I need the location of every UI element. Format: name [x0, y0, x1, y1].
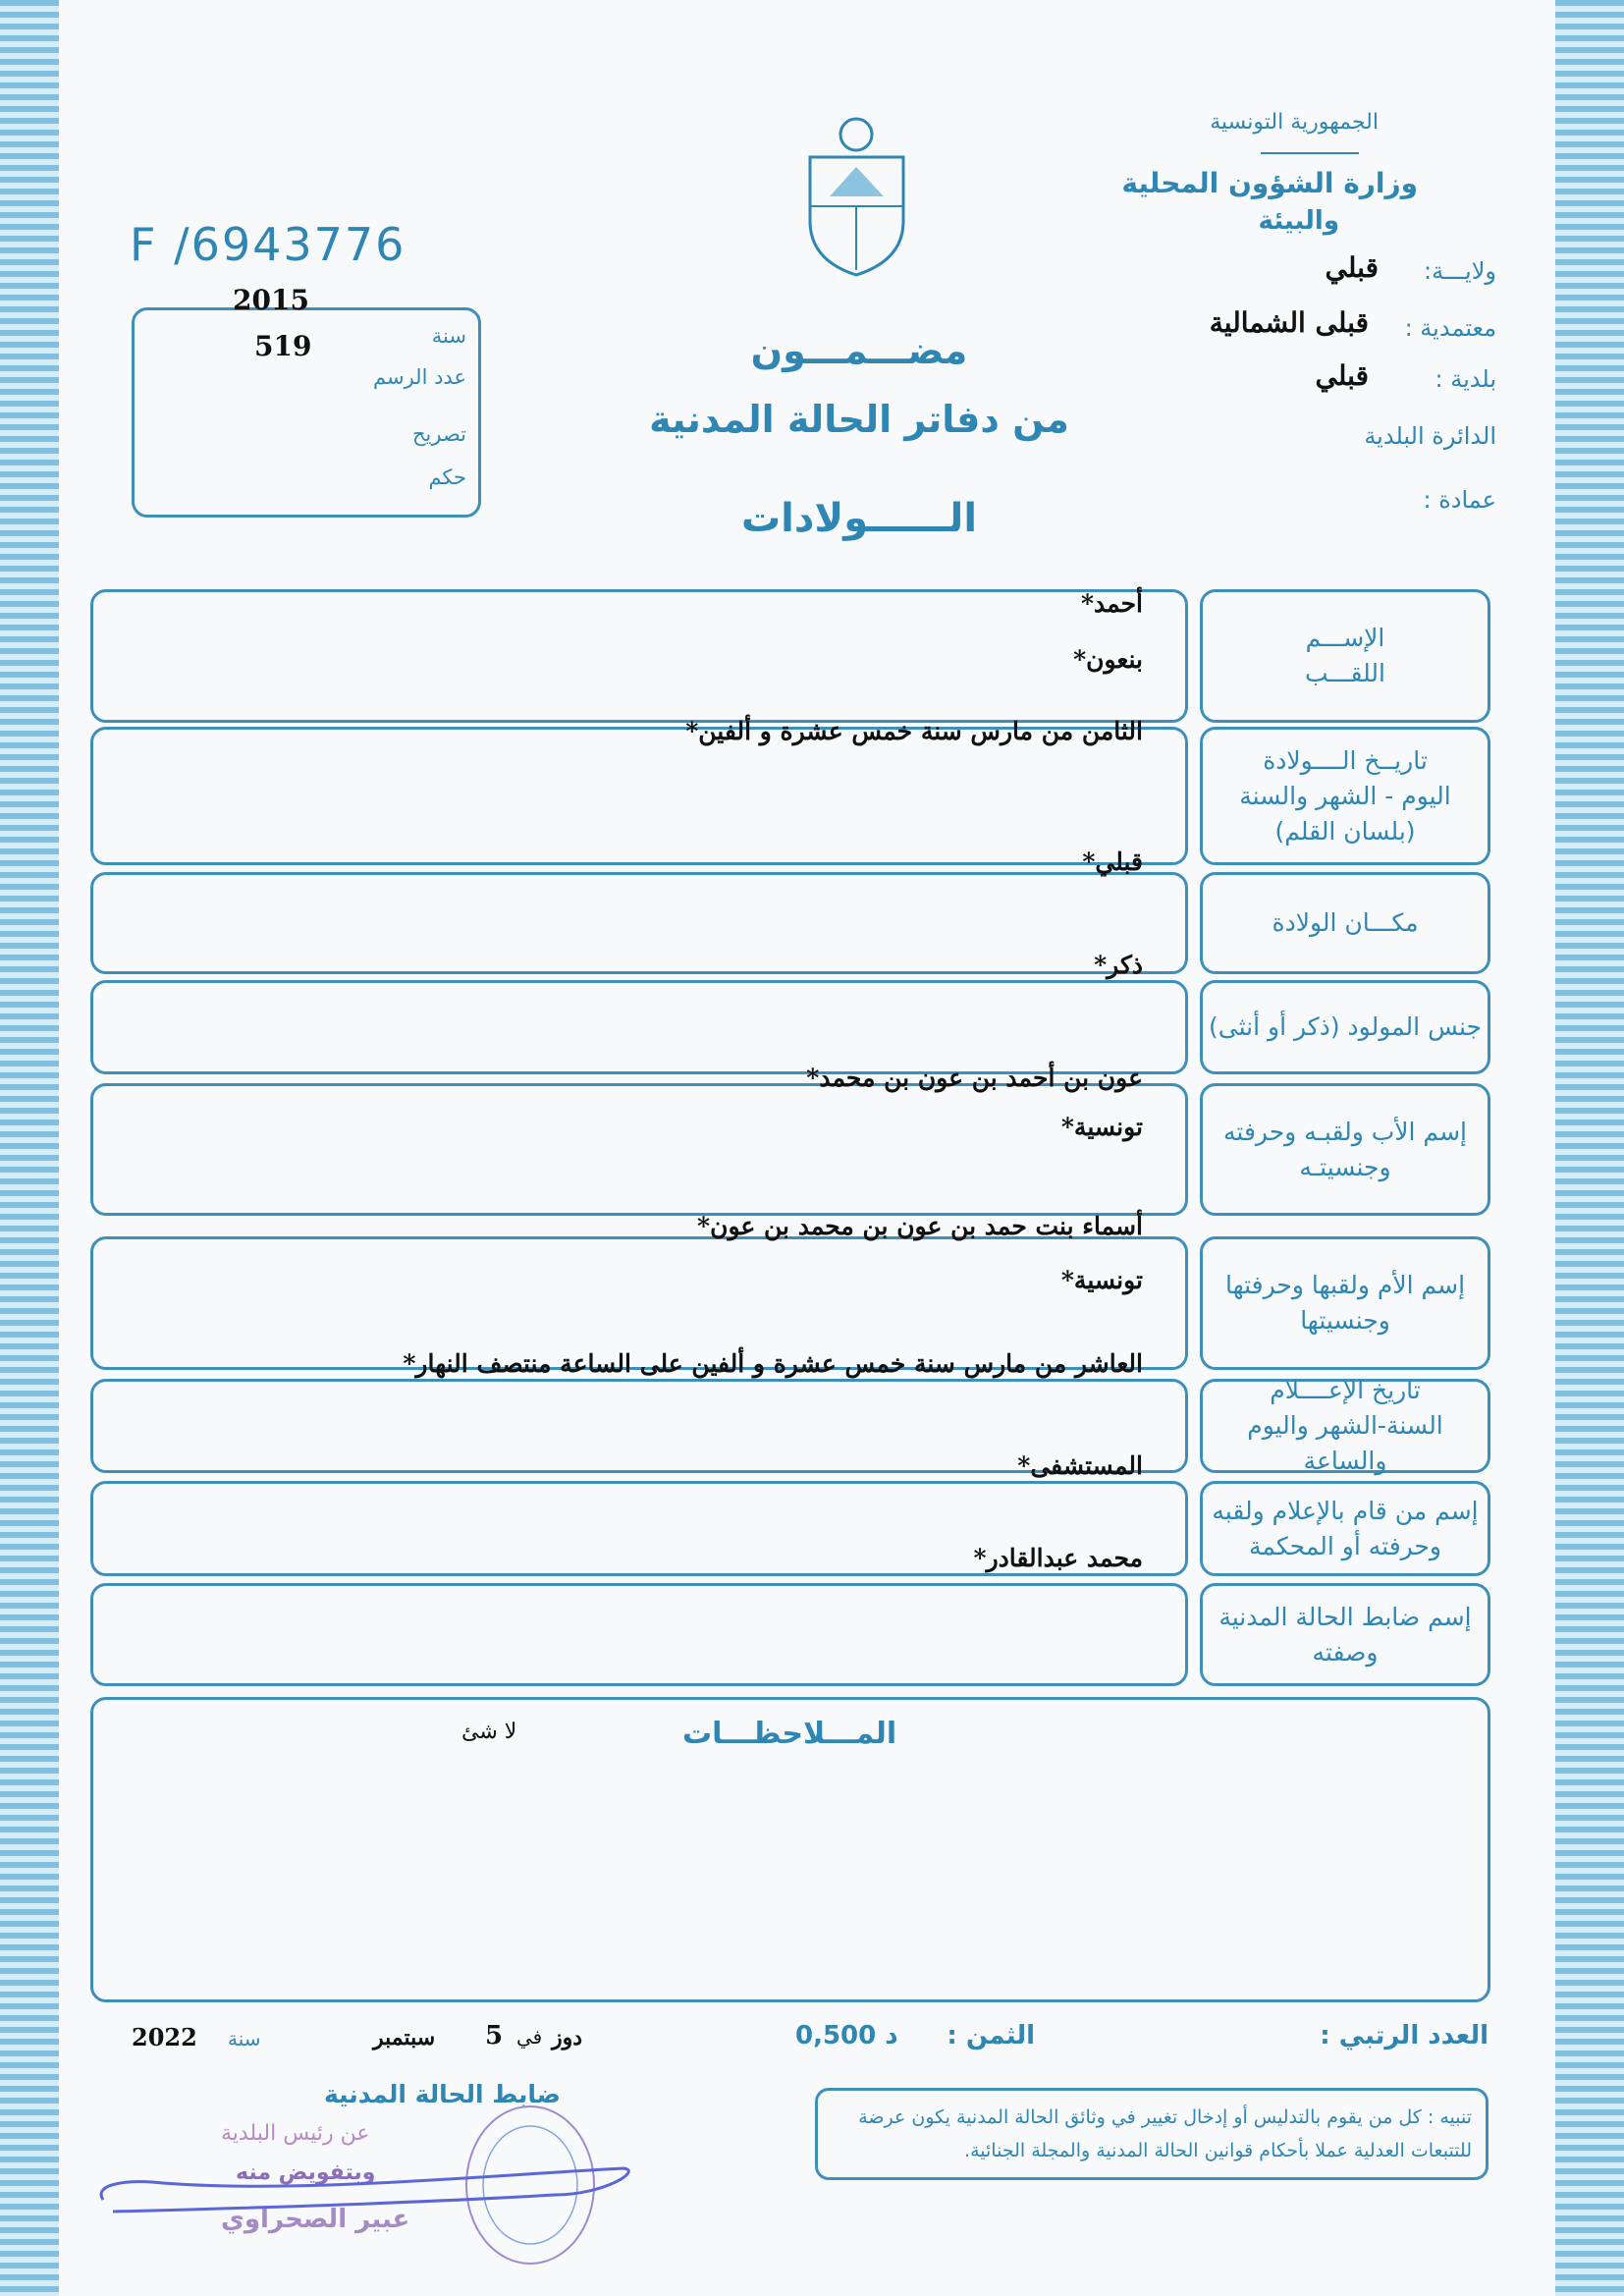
- issue-year: 2022: [132, 2023, 197, 2051]
- row-label: [1203, 730, 1488, 862]
- row-value: العاشر من مارس سنة خمس عشرة و ألفين على الساعة منتصف النهار*: [403, 1349, 1143, 1378]
- title-extract: مضـــمـــون: [750, 329, 968, 372]
- row-label-line: مكـــان الولادة: [1272, 908, 1419, 937]
- row-value-box: [90, 1083, 1188, 1216]
- record-number-value: 519: [254, 330, 312, 362]
- row-label-line: إسم الأب ولقبـه وحرفته: [1223, 1117, 1467, 1146]
- signature-name: عبير الصحراوي: [221, 2205, 410, 2234]
- row-label-line: الإســـم: [1305, 624, 1385, 652]
- governorate-value: قبلي: [1325, 251, 1379, 284]
- row-label-line: إسم ضابط الحالة المدنية: [1218, 1602, 1472, 1631]
- row-label: [1203, 592, 1488, 720]
- notice-box: [815, 2088, 1489, 2180]
- row-value-box: [90, 1583, 1188, 1686]
- row-value-box: [90, 872, 1188, 974]
- row-label-line: تاريــخ الــــولادة: [1263, 745, 1428, 775]
- section-title-births: الــــــولادات: [740, 496, 978, 541]
- row-label-box: [1200, 589, 1490, 723]
- row-label-line: (بلسان القلم): [1274, 816, 1416, 846]
- row-label: [1203, 875, 1488, 971]
- governorate-label: ولايـــة:: [1423, 257, 1496, 285]
- row-label-line: وجنسيتها: [1300, 1306, 1390, 1335]
- price-label: الثمن :: [947, 2021, 1035, 2050]
- row-label-line: تاريخ الإعــــلام: [1270, 1376, 1421, 1404]
- row-value: محمد عبدالقادر*: [973, 1544, 1143, 1572]
- row-label-line: وجنسيتـه: [1299, 1152, 1391, 1181]
- year-value: 2015: [233, 284, 309, 316]
- title-registers: من دفاتر الحالة المدنية: [649, 398, 1069, 441]
- remarks-box: [90, 1697, 1490, 2002]
- row-label: [1203, 1086, 1488, 1213]
- row-label: [1203, 983, 1488, 1071]
- declaration-label: تصريح: [411, 422, 466, 446]
- row-value-box: [90, 727, 1188, 865]
- signature-line-1: عن رئيس البلدية: [221, 2121, 370, 2146]
- row-label-line: اليوم - الشهر والسنة: [1239, 781, 1451, 810]
- issue-day: 5: [485, 2021, 504, 2050]
- municipal-district-label: الدائرة البلدية: [1364, 422, 1496, 450]
- year-label: سنة: [431, 324, 466, 348]
- row-label-box: [1200, 1236, 1490, 1370]
- tunisia-coat-of-arms-icon: [800, 113, 913, 280]
- row-label-box: [1200, 980, 1490, 1074]
- row-value: الثامن من مارس سنة خمس عشرة و ألفين*: [685, 717, 1143, 745]
- ministry-name-line2: والبيئة: [1258, 206, 1339, 236]
- security-border-right: [1555, 0, 1624, 2296]
- serial-number: F /6943776: [130, 218, 406, 271]
- row-label-box: [1200, 1083, 1490, 1216]
- record-number-label: عدد الرسم: [373, 365, 466, 389]
- serial-order-label: العدد الرتبي :: [1320, 2021, 1489, 2050]
- row-value: تونسية*: [1060, 1113, 1143, 1141]
- row-label-line: السنة-الشهر واليوم والساعة: [1247, 1411, 1443, 1475]
- row-value: ذكر*: [1094, 951, 1143, 979]
- row-value: تونسية*: [1060, 1266, 1143, 1294]
- row-label: [1203, 1586, 1488, 1683]
- row-value: قبلي*: [1082, 847, 1143, 876]
- row-value-box: [90, 589, 1188, 723]
- officer-title: ضابط الحالة المدنية: [324, 2080, 561, 2108]
- row-label-line: جنس المولود (ذكر أو أنثى): [1209, 1012, 1482, 1041]
- issue-place: دوز: [552, 2025, 583, 2050]
- row-label-box: [1200, 872, 1490, 974]
- security-border-left: [0, 0, 59, 2296]
- judgment-label: حكم: [428, 465, 466, 489]
- official-stamp-signature-icon: [93, 2102, 643, 2278]
- row-label-box: [1200, 1481, 1490, 1576]
- row-label-line: إسم الأم ولقبها وحرفتها: [1224, 1271, 1466, 1299]
- row-label-line: إسم من قام بالإعلام ولقبه: [1212, 1496, 1479, 1525]
- municipality-label: بلدية :: [1435, 365, 1496, 393]
- price-value: 0,500 د: [795, 2021, 898, 2050]
- row-label-box: [1200, 1583, 1490, 1686]
- year-label: سنة: [228, 2027, 261, 2050]
- row-value: بنعون*: [1073, 645, 1143, 674]
- remarks-value: لا شئ: [461, 1720, 517, 1744]
- delegation-label: معتمدية :: [1404, 314, 1496, 342]
- row-value-box: [90, 980, 1188, 1074]
- row-value: عون بن أحمد بن عون بن محمد*: [806, 1064, 1143, 1092]
- republic-name: الجمهورية التونسية: [1210, 110, 1379, 135]
- signature-line-2: وبتفويض منه: [236, 2160, 376, 2185]
- row-label: [1203, 1239, 1488, 1367]
- row-value: أسماء بنت حمد بن عون بن محمد بن عون*: [697, 1212, 1143, 1240]
- in-label: في: [516, 2025, 543, 2049]
- delegation-value: قبلى الشمالية: [1209, 306, 1369, 339]
- row-label-box: [1200, 1376, 1490, 1475]
- row-label-box: [1200, 727, 1490, 865]
- ministry-name: وزارة الشؤون المحلية: [1121, 167, 1418, 199]
- row-label-line: وصفته: [1312, 1637, 1379, 1667]
- row-label: [1203, 1376, 1488, 1475]
- legal-notice: تنبيه : كل من يقوم بالتدليس أو إدخال تغيير في وثائق الحالة المدنية يكون عرضة للتتبعات العدلية عملا بأحكام قوانين الحالة المدنية والمجلة الجنائية.: [858, 2106, 1472, 2161]
- row-label: [1203, 1484, 1488, 1573]
- issue-month: سبتمبر: [373, 2025, 436, 2050]
- sector-label: عمادة :: [1423, 486, 1496, 514]
- municipality-value: قبلي: [1315, 359, 1369, 392]
- remarks-label: المـــلاحظـــات: [682, 1717, 897, 1751]
- row-label-line: اللقـــب: [1304, 659, 1385, 687]
- row-value: أحمد*: [1080, 589, 1143, 618]
- row-value: المستشفى*: [1017, 1451, 1143, 1480]
- divider: [1261, 152, 1359, 154]
- registration-box: [132, 284, 481, 518]
- row-label-line: وحرفته أو المحكمة: [1249, 1531, 1441, 1560]
